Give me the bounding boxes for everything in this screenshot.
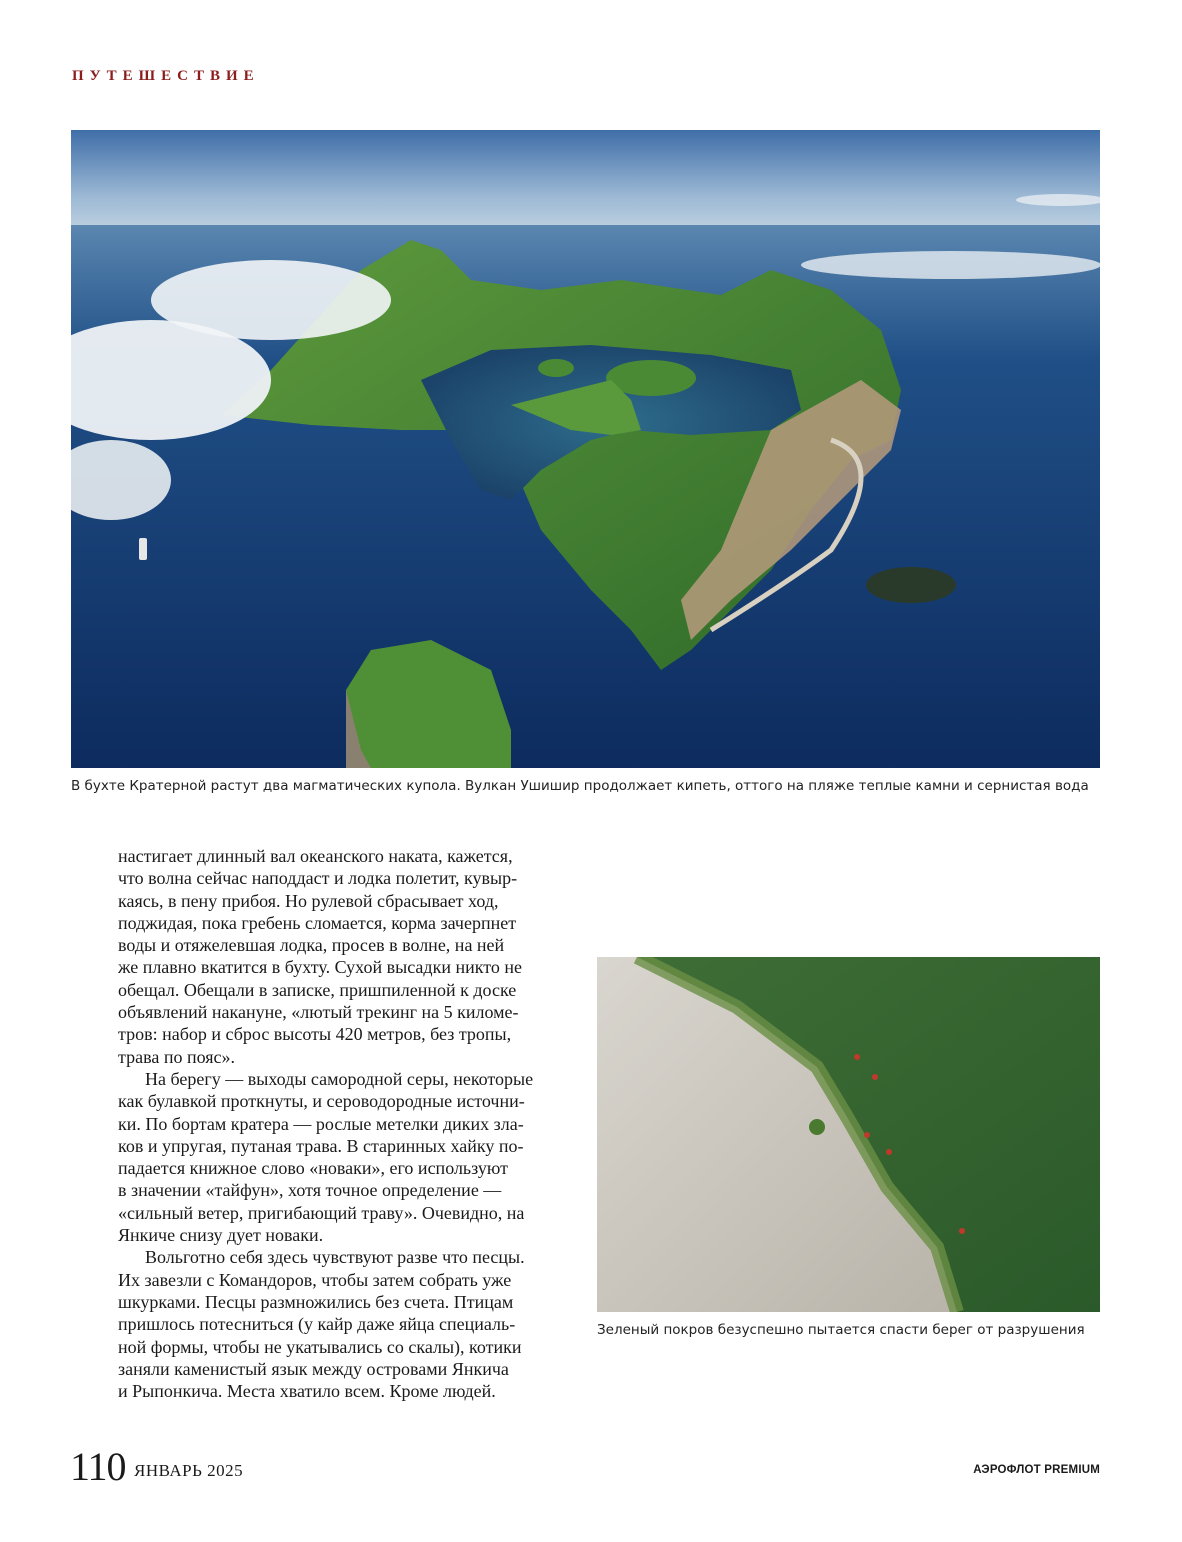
article-line: ков и упругая, путаная трава. В старинных хайку по-	[118, 1135, 524, 1156]
article-body	[118, 845, 573, 1402]
page-number: 110	[70, 1444, 126, 1489]
main-photo-caption: В бухте Кратерной растут два магматических купола. Вулкан Ушишир продолжает кипеть, оттого на пляже теплые камни и сернистая вода	[71, 778, 1089, 794]
article-line: трава по пояс».	[118, 1046, 236, 1067]
crater-island-aerial-photo-icon	[71, 130, 1100, 768]
article-line: объявлений накануне, «лютый трекинг на 5 киломе-	[118, 1002, 519, 1023]
article-line: каясь, в пену прибоя. Но рулевой сбрасывает ход,	[118, 890, 499, 911]
article-line: обещал. Обещали в записке, пришпиленной к доске	[118, 979, 517, 1000]
article-line: На берегу — выходы самородной серы, некоторые	[145, 1068, 534, 1089]
article-line: ки. По бортам кратера — рослые метелки диких зла-	[118, 1113, 524, 1134]
article-line: же плавно вкатится в бухту. Сухой высадки никто не	[118, 957, 522, 978]
article-line: Их завезли с Командоров, чтобы затем собрать уже	[118, 1269, 512, 1290]
article-line: падается книжное слово «новаки», его используют	[118, 1158, 508, 1179]
article-line: ной формы, чтобы не укатывались со скалы), котики	[118, 1336, 522, 1357]
article-line: настигает длинный вал океанского наката, кажется,	[118, 846, 513, 866]
article-line: Янкиче снизу дует новаки.	[118, 1225, 324, 1246]
crater-island-photo	[71, 130, 1100, 768]
article-line: как булавкой проткнуты, и сероводородные источни-	[118, 1091, 525, 1112]
article-line: Вольготно себя здесь чувствуют разве что песцы.	[145, 1247, 525, 1268]
article-line: воды и отяжелевшая лодка, просев в волне, на ней	[118, 935, 505, 956]
article-line: заняли каменистый язык между островами Янкича	[118, 1358, 509, 1379]
green-cliff-photo	[597, 957, 1100, 1312]
green-cliff-hikers-photo-icon	[597, 957, 1100, 1312]
article-line: шкурками. Песцы размножились без счета. Птицам	[118, 1291, 514, 1312]
article-line: поджидая, пока гребень сломается, корма зачерпнет	[118, 912, 517, 933]
article-line: что волна сейчас наподдаст и лодка полетит, кувыр-	[118, 868, 518, 889]
side-photo-caption: Зеленый покров безуспешно пытается спасти берег от разрушения	[597, 1322, 1085, 1338]
article-line: в значении «тайфун», хотя точное определение —	[118, 1180, 502, 1201]
article-line: пришлось потесниться (у кайр даже яйца специаль-	[118, 1314, 516, 1335]
article-line: «сильный ветер, пригибающий траву». Очевидно, на	[118, 1202, 525, 1223]
article-line: и Рыпонкича. Места хватило всем. Кроме людей.	[118, 1381, 496, 1402]
section-title: ПУТЕШЕСТВИЕ	[72, 68, 260, 84]
article-line: тров: набор и сброс высоты 420 метров, без тропы,	[118, 1024, 512, 1045]
issue-date: ЯНВАРЬ 2025	[134, 1461, 244, 1480]
magazine-name: АЭРОФЛОТ PREMIUM	[973, 1464, 1100, 1476]
